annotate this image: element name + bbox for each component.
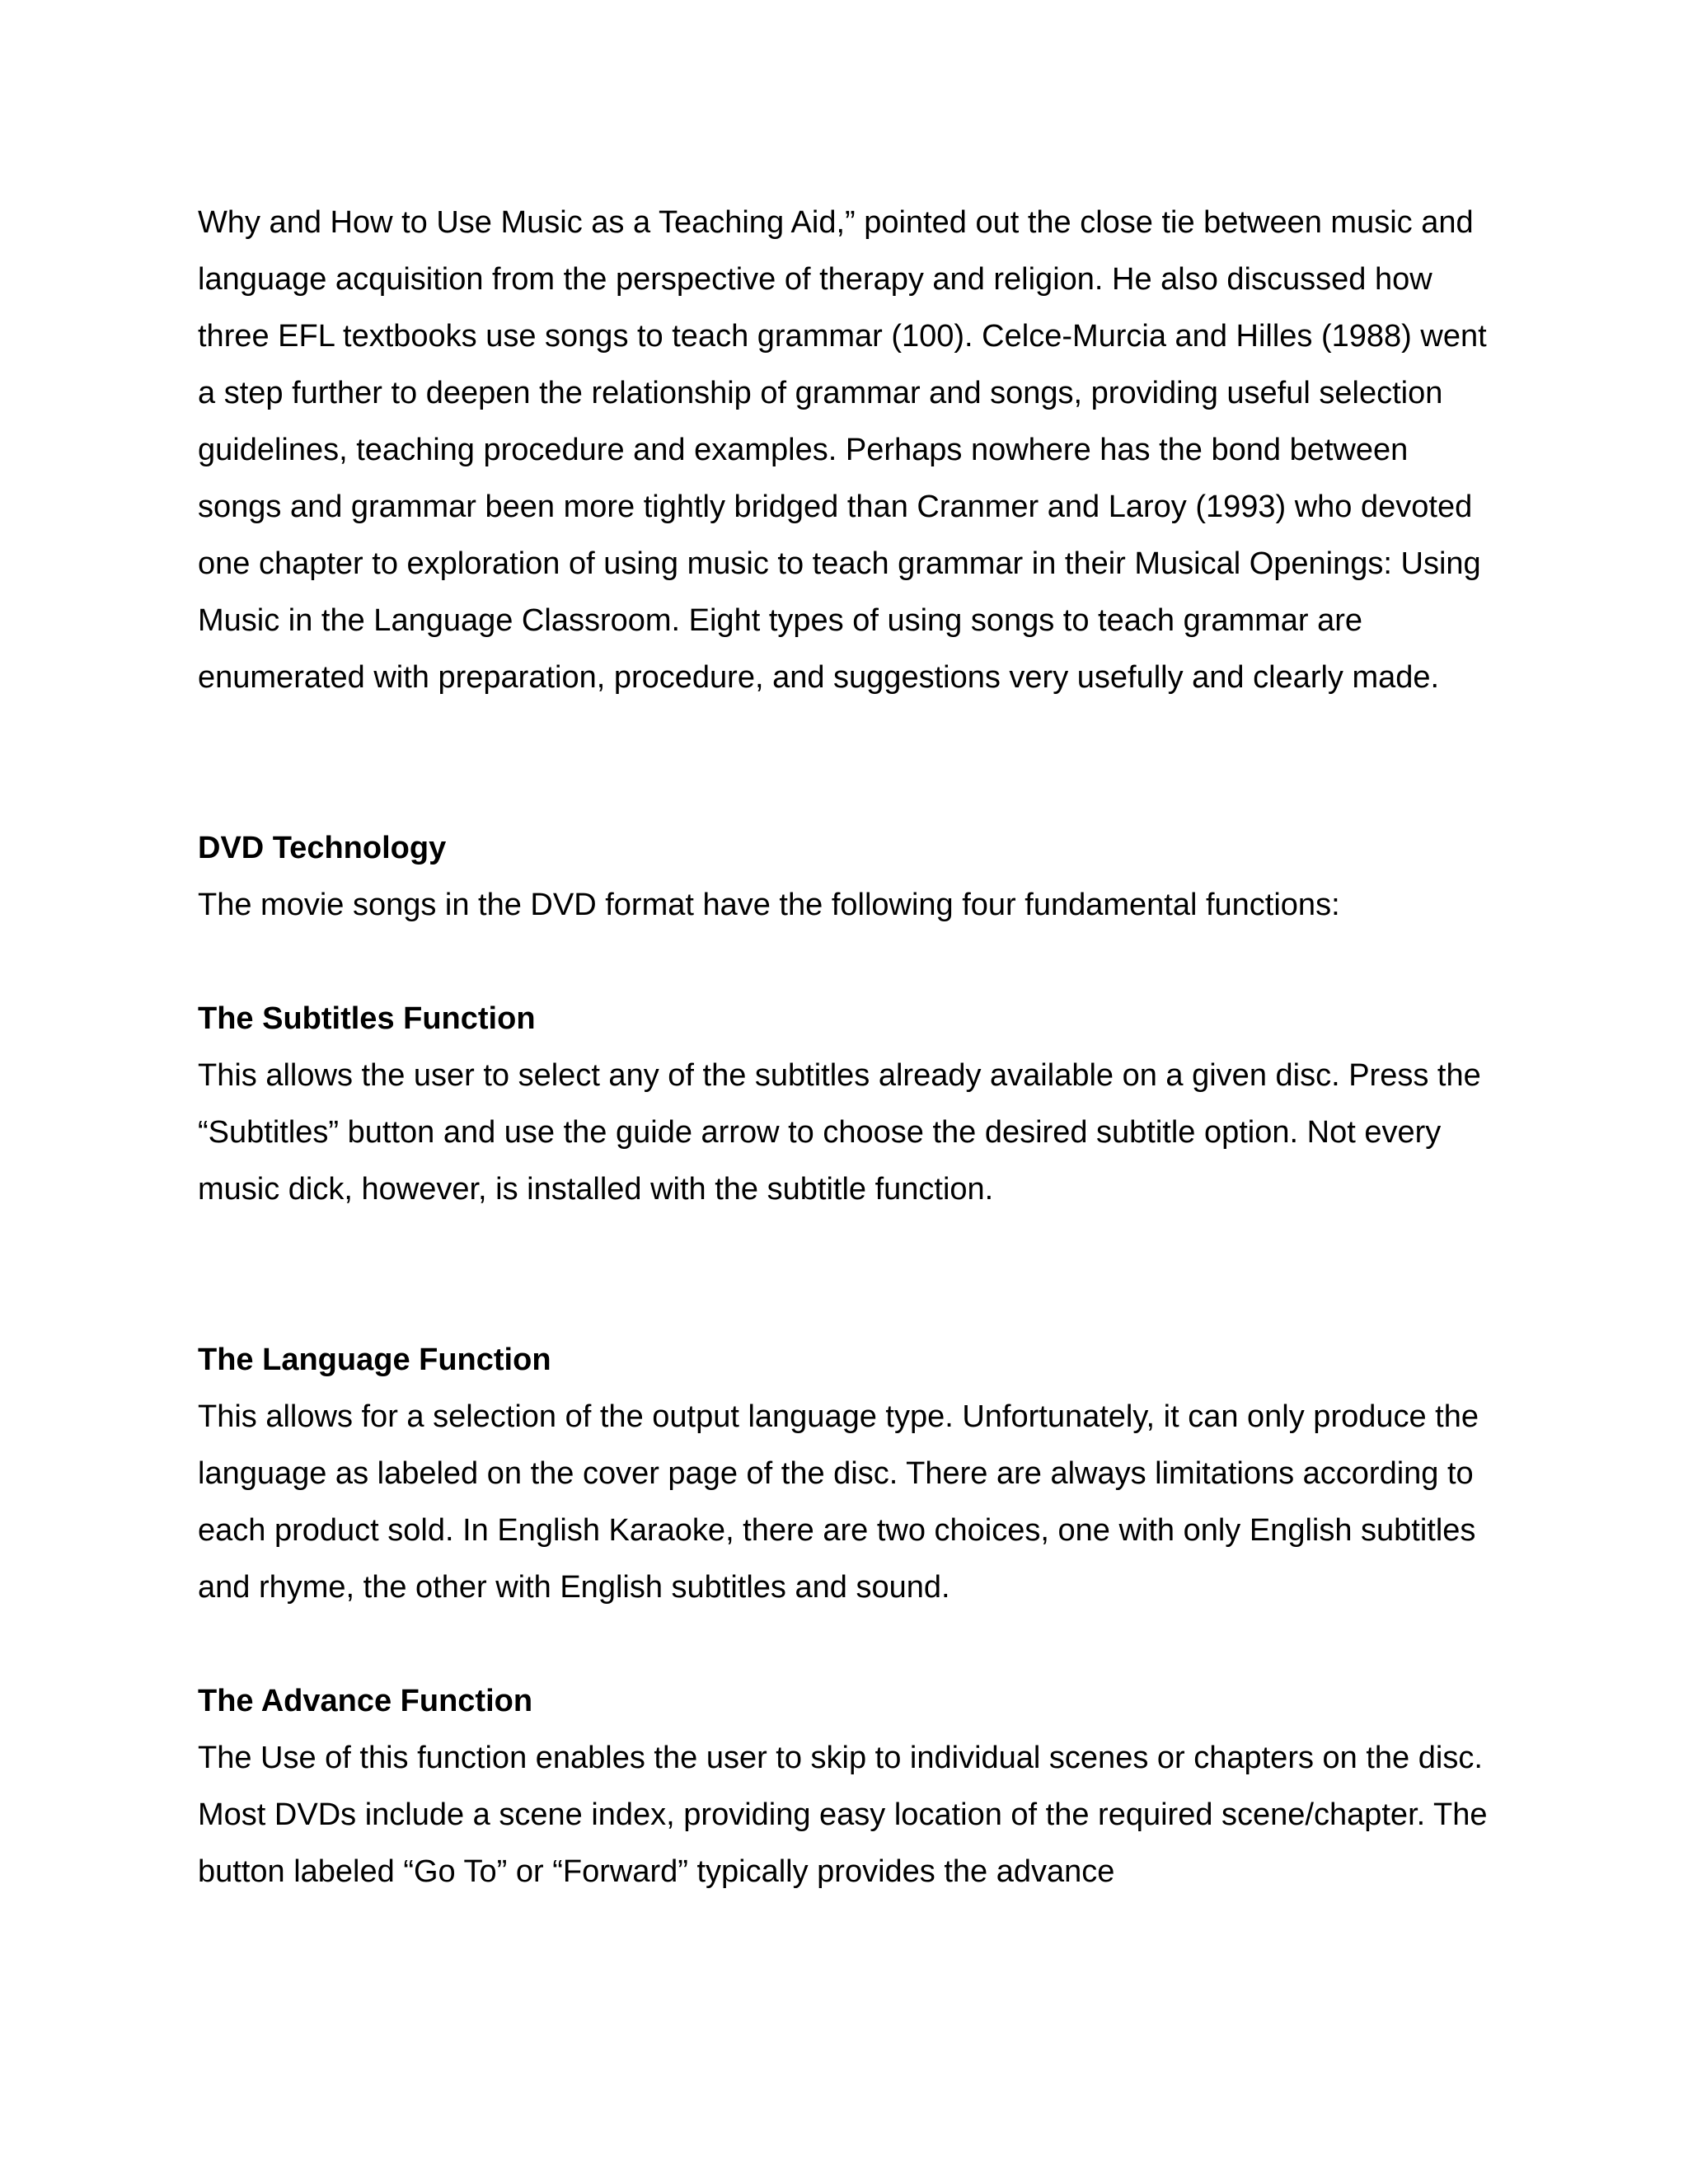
spacer [198, 934, 1500, 991]
spacer [198, 1616, 1500, 1673]
section-heading-dvd-technology: DVD Technology [198, 831, 447, 865]
section-heading-language-function: The Language Function [198, 1343, 551, 1377]
intro-paragraph: Why and How to Use Music as a Teaching Aid,” pointed out the close tie between music and language acquisition from the perspective of therapy and religion. He also discussed how three EFL textbooks use songs to teach grammar (100). Celce-Murcia and Hilles (1988) went a step further to deepen the relationship of grammar and songs, providing useful selection guidelines, teaching procedure and examples. Perhaps nowhere has the bond between songs and grammar been more tightly bridged than Cranmer and Laroy (1993) who devoted one chapter to exploration of using music to teach grammar in their Musical Openings: Using Music in the Language Classroom. Eight types of using songs to teach grammar are enumerated with preparation, procedure, and suggestions very usefully and clearly made. [198, 205, 1487, 695]
section-heading-subtitles-function: The Subtitles Function [198, 1001, 536, 1036]
language-paragraph: This allows for a selection of the output language type. Unfortunately, it can only produce the language as labeled on the cover page of the disc. There are always limitations according to each product sold. In English Karaoke, there are two choices, one with only English subtitles and rhyme, the other with English subtitles and sound. [198, 1399, 1479, 1605]
dvd-paragraph: The movie songs in the DVD format have the following four fundamental functions: [198, 888, 1340, 922]
spacer [198, 1218, 1500, 1332]
subtitles-paragraph: This allows the user to select any of the subtitles already available on a given disc. Press the “Subtitles” button and use the guide arrow to choose the desired subtitle option. Not every music dick, however, is installed with the subtitle function. [198, 1058, 1481, 1207]
spacer [198, 706, 1500, 820]
advance-paragraph: The Use of this function enables the user to skip to individual scenes or chapters on the disc. Most DVDs include a scene index, providing easy location of the required scene/chapter. The button labeled “Go To” or “Forward” typically provides the advance [198, 1741, 1488, 1889]
document-body [198, 194, 1500, 1900]
section-heading-advance-function: The Advance Function [198, 1684, 533, 1718]
